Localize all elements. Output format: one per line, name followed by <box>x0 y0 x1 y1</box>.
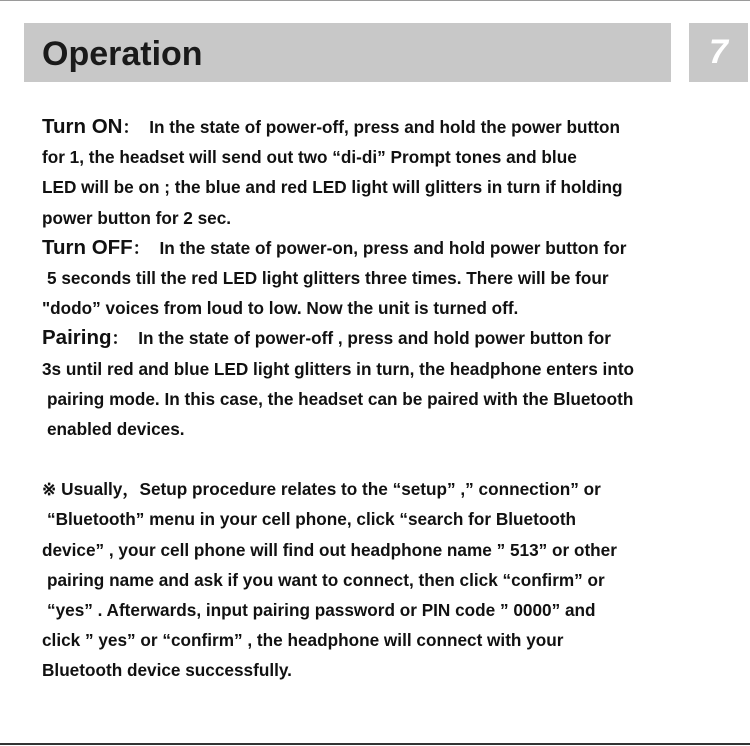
instructions-body <box>42 112 732 686</box>
turn-on-line-3: LED will be on ; the blue and red LED light will glitters in turn if holding <box>42 177 623 198</box>
pairing-line-3: pairing mode. In this case, the headset can be paired with the Bluetooth <box>47 388 634 409</box>
turn-on-line-1 <box>42 112 732 142</box>
turn-on-text: In the state of power-off, press and hold the power button <box>139 117 620 137</box>
pairing-line-1 <box>42 323 732 353</box>
turn-on-term: Turn ON <box>42 115 123 138</box>
term-separator: ： <box>132 237 150 258</box>
note-line-5: “yes” . Afterwards, input pairing password or PIN code ” 0000” and <box>47 600 596 620</box>
note-line-4: pairing name and ask if you want to connect, then click “confirm” or <box>47 569 605 590</box>
term-separator: ： <box>122 117 140 137</box>
pairing-line-2: 3s until red and blue LED light glitters in turn, the headphone enters into <box>42 358 635 379</box>
note-line-3: device” , your cell phone will find out headphone name ” 513” or other <box>42 539 617 560</box>
page-title: Operation <box>42 35 203 73</box>
title-bar <box>24 23 671 82</box>
note-line-6: click ” yes” or “confirm” , the headphone will connect with your <box>42 630 564 651</box>
turn-on-line-2: for 1, the headset will send out two “di-di” Prompt tones and blue <box>42 147 577 168</box>
page-number: 7 <box>709 33 728 71</box>
term-separator: ： <box>111 328 129 349</box>
page-number-box <box>689 23 748 82</box>
turn-on-line-4: power button for 2 sec. <box>42 207 232 228</box>
turn-off-term: Turn OFF <box>42 235 133 259</box>
note-line-2: “Bluetooth” menu in your cell phone, click “search for Bluetooth <box>47 509 577 530</box>
pairing-line-4: enabled devices. <box>47 418 185 439</box>
top-border <box>0 0 750 1</box>
turn-off-text: In the state of power-on, press and hold power button for <box>149 237 627 258</box>
note-line-1: ※ Usually，Setup procedure relates to the “setup” ,” connection” or <box>42 479 601 500</box>
pairing-term: Pairing <box>42 326 112 350</box>
turn-off-line-3: "dodo” voices from loud to low. Now the unit is turned off. <box>42 298 519 319</box>
turn-off-line-2: 5 seconds till the red LED light glitters three times. There will be four <box>47 267 609 288</box>
bottom-border <box>0 743 750 745</box>
turn-off-line-1 <box>42 233 732 263</box>
pairing-text: In the state of power-off , press and hold power button for <box>128 328 611 349</box>
note-line-7: Bluetooth device successfully. <box>42 660 292 681</box>
spacer <box>42 444 732 474</box>
